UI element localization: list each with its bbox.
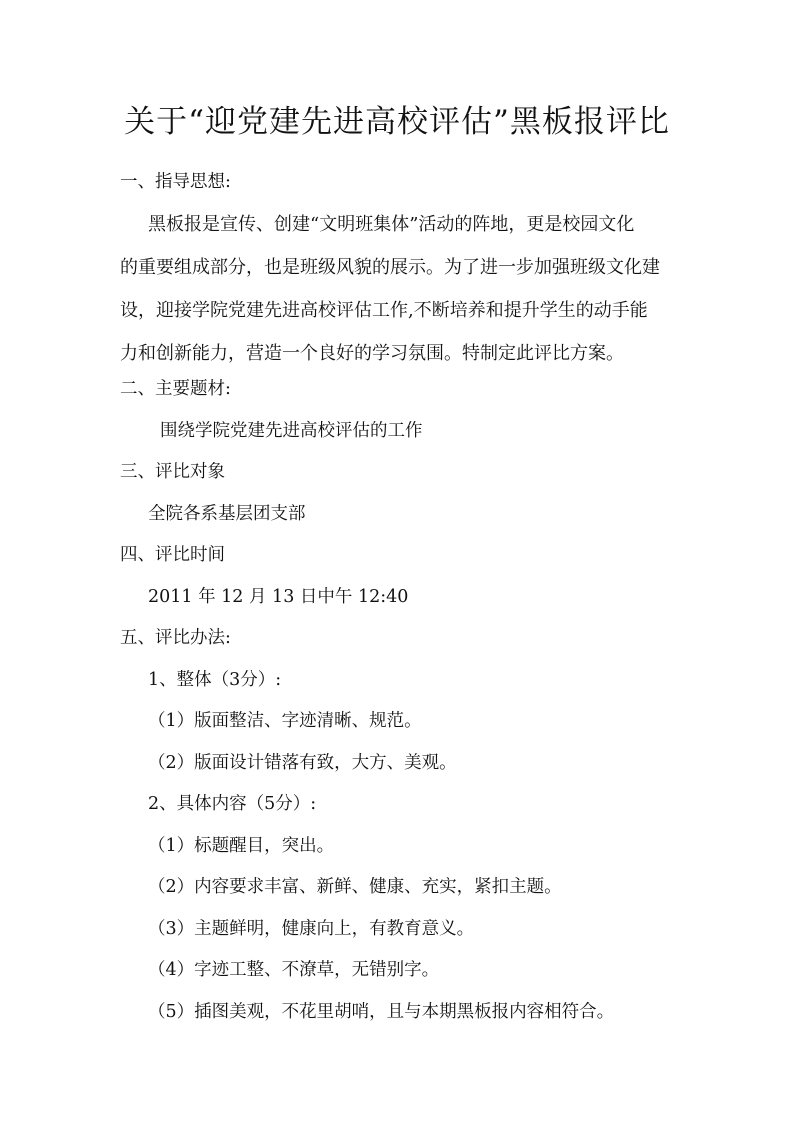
evaluation-target-text: 全院各系基层团支部 (148, 504, 306, 524)
section-heading-evaluation-target: 三、评比对象 (120, 462, 225, 482)
section-heading-evaluation-method: 五、评比办法: (120, 628, 231, 648)
method-item: （5）插图美观，不花里胡哨，且与本期黑板报内容相符合。 (148, 1002, 615, 1022)
method-item: （2）版面设计错落有致，大方、美观。 (148, 753, 457, 773)
method-item: （3）主题鲜明，健康向上，有教育意义。 (148, 919, 475, 939)
method-item: （1）标题醒目，突出。 (148, 836, 335, 856)
method-item: 1、整体（3分）: (148, 670, 282, 690)
paragraph-line: 黑板报是宣传、创建“文明班集体”活动的阵地，更是校园文化 (148, 214, 635, 235)
document-title: 关于“迎党建先进高校评估”黑板报评比 (124, 104, 670, 140)
section-heading-main-theme: 二、主要题材: (120, 379, 231, 399)
evaluation-time-text: 2011 年 12 月 13 日中午 12:40 (148, 587, 409, 607)
paragraph-line: 的重要组成部分，也是班级风貌的展示。为了进一步加强班级文化建 (120, 257, 660, 278)
section-heading-guiding-ideology: 一、指导思想: (120, 172, 231, 192)
paragraph-line: 设，迎接学院党建先进高校评估工作,不断培养和提升学生的动手能 (120, 300, 648, 321)
method-item: 2、具体内容（5分）: (148, 794, 317, 814)
paragraph-line: 力和创新能力，营造一个良好的学习氛围。特制定此评比方案。 (120, 343, 624, 364)
method-item: （4）字迹工整、不潦草，无错别字。 (148, 960, 440, 980)
method-item: （1）版面整洁、字迹清晰、规范。 (148, 711, 422, 731)
section-heading-evaluation-time: 四、评比时间 (120, 545, 225, 565)
main-theme-text: 围绕学院党建先进高校评估的工作 (160, 421, 423, 441)
method-item: （2）内容要求丰富、新鲜、健康、充实，紧扣主题。 (148, 877, 562, 897)
guiding-ideology-paragraph (120, 203, 676, 375)
